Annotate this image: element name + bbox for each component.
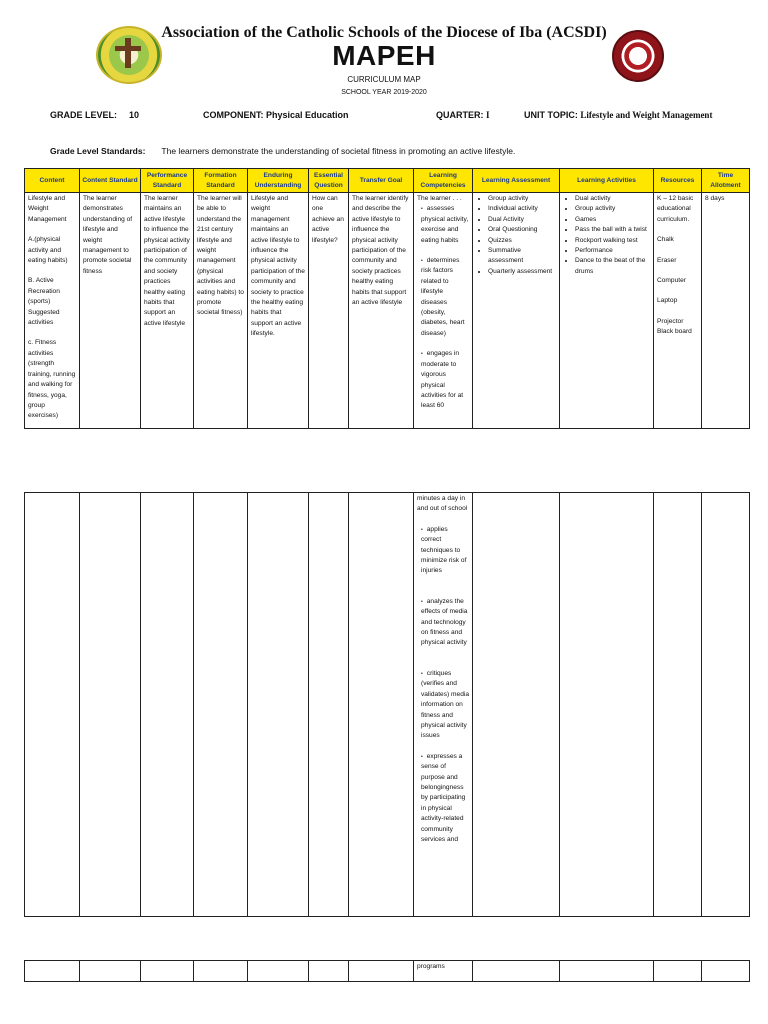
header-performance-standard: Performance Standard: [141, 169, 194, 193]
competencies-intro: The learner . . .: [417, 195, 462, 202]
list-item: • Group activity: [575, 204, 650, 214]
header-learning-assessment: Learning Assessment: [473, 169, 560, 193]
competencies-cell: [414, 493, 473, 917]
header-enduring-understanding: Enduring Understanding: [248, 169, 309, 193]
header-time-allotment: Time Allotment: [702, 169, 750, 193]
list-item: • Rockport walking test: [575, 236, 650, 246]
formation-standard-cell: The learner will be able to understand the 21st century lifestyle and weight management (physical activities and eating habits) to promote societal fitness): [194, 193, 248, 429]
list-item: • Quarterly assessment: [488, 267, 556, 277]
transfer-goal-cell: The learner identify and describe the active lifestyle to influence the physical activity participation of the community and society practices healthy eating habits that support an active lifestyle: [349, 193, 414, 429]
curriculum-table: [24, 168, 750, 429]
list-item: • Individual activity: [488, 204, 556, 214]
list-item: • Dual activity: [575, 194, 650, 204]
time-allotment-cell: 8 days: [702, 193, 750, 429]
competency-item: • assesses physical activity, exercise and eating habits: [417, 204, 469, 246]
resource-item: Chalk: [657, 236, 674, 244]
header-learning-competencies: Learning Competencies: [414, 169, 473, 193]
unit-topic-label: UNIT TOPIC:: [524, 110, 578, 120]
unit-topic: [524, 110, 712, 120]
content-cell: [25, 193, 80, 429]
activities-cell: [560, 193, 654, 429]
list-item: • Quizzes: [488, 236, 556, 246]
subject-title: MAPEH: [332, 40, 436, 71]
content-item-a: A.(physical activity and eating habits): [28, 236, 68, 265]
competencies-cell: [414, 193, 473, 429]
competency-item: • critiques (verifies and validates) media information on fitness and physical activity issues: [417, 669, 469, 742]
curriculum-table-continued-2: [24, 960, 750, 982]
table-row: [25, 961, 750, 982]
resources-cell: [654, 193, 702, 429]
list-item: • Dual Activity: [488, 215, 556, 225]
header-content-standard: Content Standard: [80, 169, 141, 193]
table-row: [25, 193, 750, 429]
header-resources: Resources: [654, 169, 702, 193]
assessment-list: [476, 194, 556, 277]
list-item: • Pass the ball with a twist: [575, 225, 650, 235]
header-learning-activities: Learning Activities: [560, 169, 654, 193]
grade-level-label: GRADE LEVEL:: [50, 110, 118, 120]
header-essential-question: Essential Question: [309, 169, 349, 193]
resource-item: Eraser: [657, 256, 677, 264]
activities-list: [563, 194, 650, 277]
resource-item: Laptop: [657, 297, 678, 305]
resource-item: Projector Black board: [657, 317, 692, 336]
content-topic: Lifestyle and Weight Management: [28, 195, 67, 223]
list-item: • Oral Questioning: [488, 225, 556, 235]
quarter-value: I: [486, 110, 490, 120]
resource-item: K – 12 basic educational curriculum.: [657, 195, 694, 223]
competency-item: • analyzes the effects of media and technology on fitness and physical activity: [417, 597, 469, 649]
org-title: Association of the Catholic Schools of the Diocese of Iba (ACSDI): [161, 24, 607, 41]
component-label: COMPONENT:: [203, 110, 264, 120]
header-formation-standard: Formation Standard: [194, 169, 248, 193]
table-header-row: [25, 169, 750, 193]
table-row: [25, 493, 750, 917]
competency-item: • determines risk factors related to lifestyle diseases (obesity, diabetes, heart disease): [417, 256, 469, 339]
competency-continuation: minutes a day in and out of school: [417, 495, 468, 513]
competency-item: • engages in moderate to vigorous physical activities for at least 60: [417, 349, 469, 411]
essential-question-cell: How can one achieve an active lifestyle?: [309, 193, 349, 429]
quarter-label: QUARTER:: [436, 110, 484, 120]
header-content: Content: [25, 169, 80, 193]
performance-standard-cell: The learner maintains an active lifestyle to influence the physical activity participation of the community and society practices healthy eating habits that support an active lifestyle: [141, 193, 194, 429]
grade-level-standards: [50, 146, 515, 156]
competency-item: • expresses a sense of purpose and belongingness by participating in physical activity-related community services and: [417, 752, 469, 846]
list-item: • Summative assessment: [488, 246, 556, 267]
component: [203, 110, 349, 120]
content-item-b: B. Active Recreation (sports) Suggested activities: [28, 277, 60, 327]
list-item: • Games: [575, 215, 650, 225]
unit-topic-value: Lifestyle and Weight Management: [580, 110, 713, 120]
list-item: • Dance to the beat of the drums: [575, 256, 650, 277]
content-standard-cell: The learner demonstrates understanding of lifestyle and weight management to promote societal fitness: [80, 193, 141, 429]
school-year: SCHOOL YEAR 2019-2020: [341, 89, 427, 96]
standards-text: The learners demonstrate the understanding of societal fitness in promoting an active lifestyle.: [161, 146, 516, 156]
grade-level-value: 10: [129, 110, 140, 120]
competencies-cell: programs: [414, 961, 473, 982]
resource-item: Computer: [657, 277, 686, 285]
competency-item: • applies correct techniques to minimize risk of injuries: [417, 525, 469, 577]
content-item-c: c. Fitness activities (strength training, running and walking for fitness, yoga, group exercises): [28, 339, 76, 420]
curriculum-table-continued: [24, 492, 750, 917]
list-item: • Group activity: [488, 194, 556, 204]
quarter: [436, 110, 490, 120]
list-item: • Performance: [575, 246, 650, 256]
assessment-cell: [473, 193, 560, 429]
header-transfer-goal: Transfer Goal: [349, 169, 414, 193]
component-value: Physical Education: [266, 110, 349, 120]
doc-type: CURRICULUM MAP: [347, 75, 421, 84]
standards-label: Grade Level Standards:: [50, 146, 146, 156]
grade-level: [50, 110, 139, 120]
enduring-understanding-cell: Lifestyle and weight management maintains an active lifestyle to influence the physical activity participation of the community and society to practice the healthy eating habits that support an active lifestyle.: [248, 193, 309, 429]
